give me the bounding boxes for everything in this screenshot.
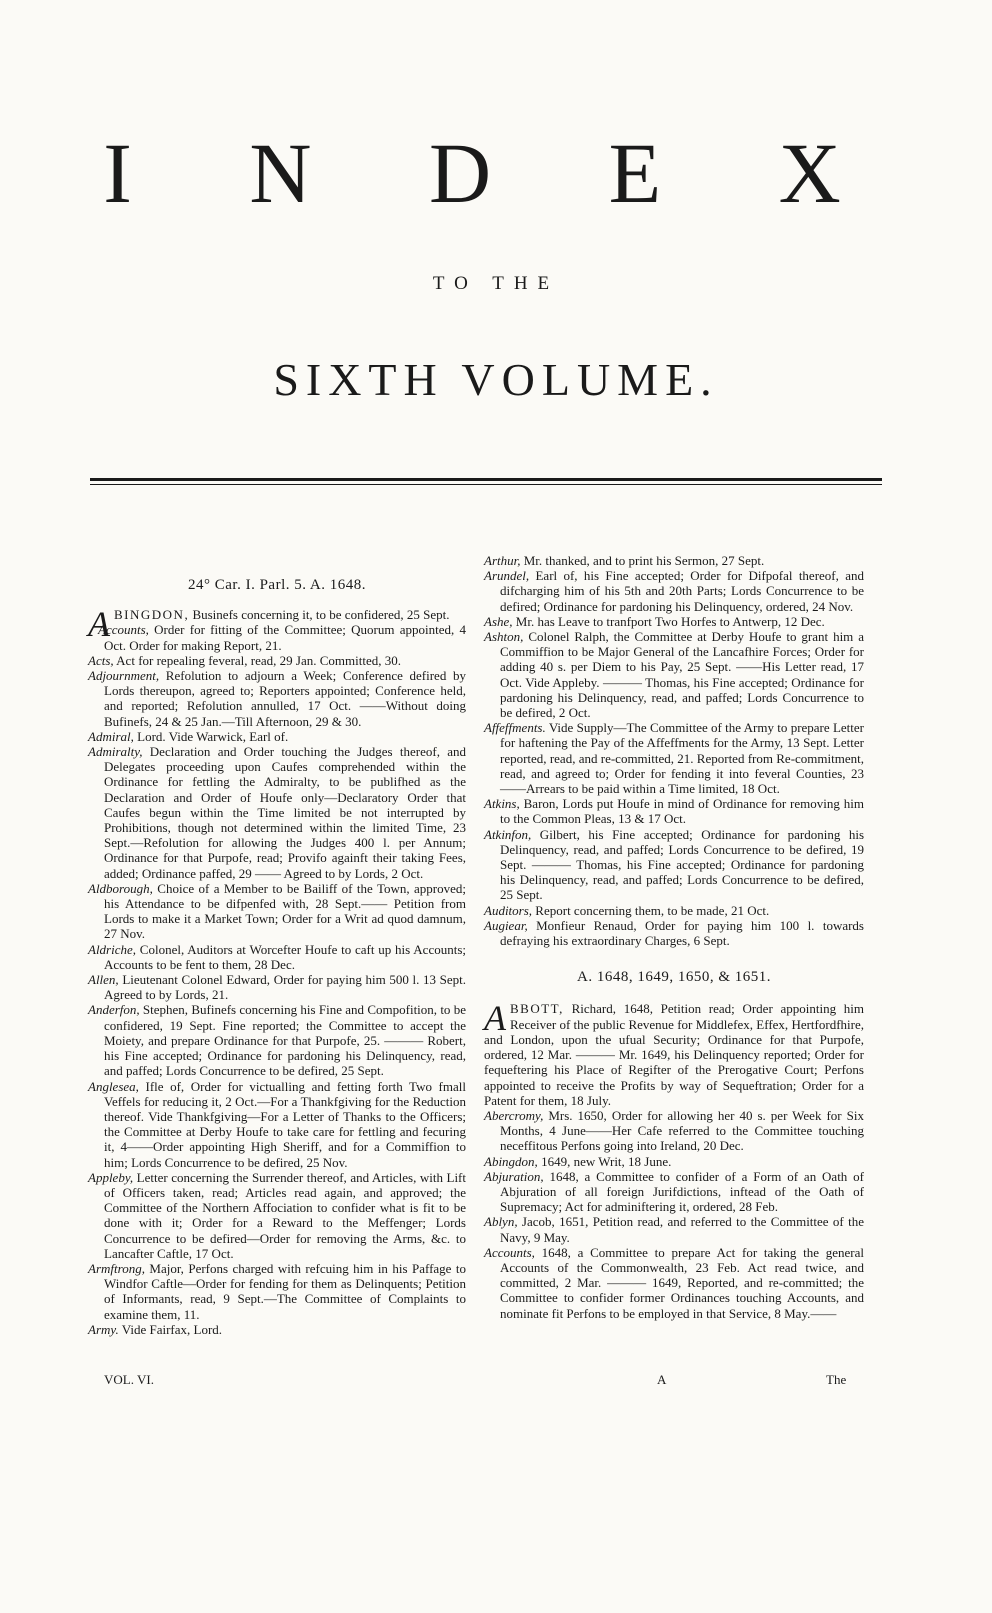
index-entry bbox=[484, 553, 864, 568]
index-entry bbox=[484, 720, 864, 796]
entry-head: Allen, bbox=[88, 972, 119, 988]
entry-text: Richard, 1648, Petition read; Order appointing him Receiver of the public Revenue for Middlefex, Effex, Hertfordfhire, and London, upon the ufual Security; Ordinance for that Purpofe, ordered, 12 Mar. ——— Mr. 1649, his Delinquency reported; Order for fequeftering his Place of Regifter of the Prerogative Court; Perfons appointed to receive the Profits by way of Sequeftration; Order for a Patent for them, 18 July. bbox=[484, 1001, 864, 1108]
entry-head: Anderfon, bbox=[88, 1002, 140, 1018]
entry-text: Colonel, Auditors at Worcefter Houfe to caft up his Accounts; Accounts to be fent to them, 28 Dec. bbox=[104, 941, 466, 972]
index-entry bbox=[88, 1002, 466, 1078]
index-entry bbox=[484, 1169, 864, 1215]
entry-head: Aldborough, bbox=[88, 880, 153, 896]
index-entry bbox=[88, 1079, 466, 1170]
index-subtitle: TO THE bbox=[432, 273, 560, 294]
index-entry bbox=[88, 668, 466, 729]
index-entry bbox=[88, 622, 466, 652]
entry-head: Admiral, bbox=[88, 728, 134, 744]
index-entry bbox=[88, 881, 466, 942]
index-entry bbox=[88, 972, 466, 1002]
right-column bbox=[484, 553, 864, 1321]
volume-label: VOL. VI. bbox=[104, 1372, 154, 1387]
entry-head: Atkins, bbox=[484, 796, 520, 812]
left-column bbox=[88, 578, 466, 1337]
entry-head: Abjuration, bbox=[484, 1168, 544, 1184]
right-entry-list-2 bbox=[484, 1108, 864, 1321]
index-entry bbox=[88, 744, 466, 881]
entry-head: BINGDON, bbox=[114, 607, 190, 623]
index-entry bbox=[88, 729, 466, 744]
entry-text: Major, Perfons charged with refcuing him in his Paffage to Windfor Caftle—Order for fending for them as Delinquents; Petition of Informants, read, 9 Sept.—The Committee of Complaints to examine them, 11. bbox=[104, 1260, 466, 1322]
title-rule-thin bbox=[90, 484, 882, 485]
entry-head: Ashton, bbox=[484, 629, 524, 645]
entry-head: Augiear, bbox=[484, 917, 528, 933]
section-heading-1648: 24° Car. I. Parl. 5. A. 1648. bbox=[188, 577, 366, 593]
index-entry bbox=[88, 1170, 466, 1261]
index-entry bbox=[484, 614, 864, 629]
index-entry bbox=[88, 942, 466, 972]
entry-head: Acts, bbox=[88, 652, 114, 668]
entry-text: Report concerning them, to be made, 21 Oct. bbox=[532, 902, 770, 918]
section-heading-1648-1651: A. 1648, 1649, 1650, & 1651. bbox=[577, 969, 771, 986]
entry-head: Aldriche, bbox=[88, 941, 137, 957]
entry-head: Affeffments. bbox=[484, 720, 546, 736]
dropcap: A bbox=[88, 604, 110, 645]
index-entry bbox=[484, 568, 864, 614]
entry-text: Refolution to adjourn a Week; Conference defired by Lords thereupon, agreed to; Reporters appointed; Conference held, and reported; Refolution annulled, 17 Oct. ——Without doing Bufinefs, 24 & 25 Jan.—Till Afternoon, 29 & 30. bbox=[104, 668, 466, 729]
index-entry bbox=[88, 1322, 466, 1337]
index-entry bbox=[484, 1108, 864, 1154]
right-entry-list bbox=[484, 553, 864, 948]
index-entry bbox=[484, 903, 864, 918]
entry-head: Auditors, bbox=[484, 902, 533, 918]
entry-text: Businefs concerning it, to be confidered, 25 Sept. bbox=[189, 607, 450, 623]
title-rule-thick bbox=[90, 478, 882, 481]
entry-head: Armftrong, bbox=[88, 1260, 145, 1276]
volume-title: SIXTH VOLUME. bbox=[273, 354, 719, 405]
catchword: The bbox=[826, 1372, 847, 1387]
entry-text: Baron, Lords put Houfe in mind of Ordinance for removing him to the Common Pleas, 13 & 17 Oct. bbox=[500, 796, 864, 827]
index-entry bbox=[484, 1245, 864, 1321]
index-entry bbox=[484, 629, 864, 720]
entry-text: Mrs. 1650, Order for allowing her 40 s. per Week for Six Months, 4 June——Her Cafe referred to the Committee touching neceffitous Perfons going into Ireland, 20 Dec. bbox=[500, 1107, 864, 1154]
entry-text: Gilbert, his Fine accepted; Ordinance for pardoning his Delinquency, read, and paffed; Lords Concurrence to be defired, 19 Sept. ——— Thomas, his Fine accepted; Ordinance for pardoning his Delinquency, read, and paffed; Lords Concurrence to be defired, 25 Sept. bbox=[500, 826, 864, 903]
index-entry-first-abbott bbox=[484, 998, 864, 1108]
entry-text: Mr. has Leave to tranfport Two Horfes to Antwerp, 12 Dec. bbox=[512, 613, 825, 629]
left-entry-list bbox=[88, 622, 466, 1337]
index-entry bbox=[484, 1214, 864, 1244]
entry-head: Anglesea, bbox=[88, 1078, 139, 1094]
index-entry bbox=[88, 1261, 466, 1322]
entry-text: Order for fitting of the Committee; Quorum appointed, 4 Oct. Order for making Report, 21. bbox=[104, 622, 466, 653]
entry-text: Declaration and Order touching the Judges thereof, and Delegates proceeding upon Caufes comprehended within the Ordinance for fettling the Admiralty, to be publifhed as the Declaration and Order of Houfe only—Declaratory Order that Caufes begun within the Time limited be not interrupted by Prohibitions, though not determined within the limited Time, 23 Sept.—Refolution for allowing the Judges 400 l. per Annum; Ordinance for that Purpofe, read; Provifo againft their taking Fees, added; Ordinance paffed, 29 —— Agreed to by Lords, 2 Oct. bbox=[104, 744, 466, 881]
entry-text: Vide Supply—The Committee of the Army to prepare Letter for haftening the Pay of the Affeffments for the Army, 13 Sept. Letter reported, read, and re-committed, 21. Reported from Re-commitment, read, and agreed to; Order for fending it into feveral Counties, 23——Arrears to be paid within a Time limited, 18 Oct. bbox=[500, 720, 864, 797]
entry-text: Choice of a Member to be Bailiff of the Town, approved; his Attendance to be difpenfed with, 28 Sept.—— Petition from Lords to make it a Market Town; Order for a Writ ad quod damnum, 27 Nov. bbox=[104, 880, 466, 942]
entry-head: Appleby, bbox=[88, 1169, 134, 1185]
entry-text: Act for repealing feveral, read, 29 Jan. Committed, 30. bbox=[113, 652, 401, 668]
entry-head: Ablyn, bbox=[484, 1214, 518, 1230]
entry-text: 1648, a Committee to prepare Act for taking the general Accounts of the Commonwealth, 23 Feb. Act read twice, and committed, 2 Mar. ——— 1649, Reported, and re-committed; the Committee to confider former Ordinances touching Accounts, and nominate fit Perfons to be employed in that Service, 8 May.—— bbox=[500, 1244, 864, 1321]
entry-text: Stephen, Bufinefs concerning his Fine and Compofition, to be confidered, 19 Sept. Fine reported; the Committee to accept the Moiety, and prepare Ordinance for that Purpofe, 25. ——— Robert, his Fine accepted; Ordinance for pardoning his Delinquency, read, and paffed; Lords Concurrence to be defired, 25 Sept. bbox=[104, 1002, 466, 1079]
index-title: I N D E X bbox=[103, 125, 889, 221]
index-entry bbox=[484, 918, 864, 948]
dropcap: A bbox=[484, 998, 506, 1039]
entry-head: Atkinfon, bbox=[484, 826, 532, 842]
entry-head: Ashe, bbox=[484, 613, 513, 629]
entry-text: Vide Fairfax, Lord. bbox=[118, 1321, 223, 1337]
entry-text: Letter concerning the Surrender thereof, and Articles, with Lift of Officers taken, read; Articles read again, and approved; the Committee of the Northern Affociation to confider what is fit to be done with it; Order for a Reward to the Meffenger; Lords Concurrence to be defired—Order for removing the Arms, &c. to Lancafter Caftle, 17 Oct. bbox=[104, 1169, 466, 1261]
entry-text: Jacob, 1651, Petition read, and referred to the Committee of the Navy, 9 May. bbox=[500, 1214, 864, 1245]
entry-head: Accounts, bbox=[98, 622, 149, 638]
entry-text: Earl of, his Fine accepted; Order for Difpofal thereof, and difcharging him of his 5th and 20th Parts; Lords Concurrence to be defired; Ordinance for pardoning his Delinquency, ordered, 24 Nov. bbox=[500, 568, 864, 614]
entry-head: Abingdon, bbox=[484, 1153, 538, 1169]
entry-text: 1649, new Writ, 18 June. bbox=[537, 1153, 672, 1169]
entry-text: Colonel Ralph, the Committee at Derby Houfe to grant him a Commiffion to be Major General of the Lancafhire Forces; Order for adding 40 s. per Diem to his Pay, 25 Sept. ——His Letter read, 17 Oct. Vide Appleby. ——— Thomas, his Fine accepted; Ordinance for pardoning his Delinquency, read, and paffed; Lords Concurrence to be defired, 2 Oct. bbox=[500, 629, 864, 721]
index-entry bbox=[484, 1154, 864, 1169]
entry-head: Arundel, bbox=[484, 568, 530, 584]
entry-text: Ifle of, Order for victualling and fetting forth Two fmall Veffels for reducing it, 2 Oct.—For a Thankfgiving for the Reduction thereof. Vide Thankfgiving—For a Letter of Thanks to the Officers; the Committee at Derby Houfe to take care for fettling and fecuring it, 4——Order appointing High Sheriff, and for a Commiffion to him; Lords Concurrence to be defired, 25 Nov. bbox=[104, 1078, 466, 1170]
entry-text: Lord. Vide Warwick, Earl of. bbox=[133, 728, 289, 744]
entry-head: Abercromy, bbox=[484, 1107, 544, 1123]
entry-head: Arthur, bbox=[484, 553, 521, 568]
entry-text: Monfieur Renaud, Order for paying him 100 l. towards defraying his extraordinary Charges, 6 Sept. bbox=[500, 917, 864, 949]
index-entry bbox=[484, 796, 864, 826]
entry-head: Army. bbox=[88, 1321, 119, 1337]
entry-head: Admiralty, bbox=[88, 744, 143, 760]
entry-head: BBOTT, bbox=[510, 1001, 564, 1017]
entry-text: 1648, a Committee to confider of a Form of an Oath of Abjuration of all foreign Jurifdictions, inftead of the Oath of Supremacy; Act for adminiftering it, ordered, 28 Feb. bbox=[500, 1168, 864, 1215]
entry-head: Adjournment, bbox=[88, 668, 160, 684]
index-entry bbox=[88, 653, 466, 668]
index-entry bbox=[484, 827, 864, 903]
entry-text: Mr. thanked, and to print his Sermon, 27 Sept. bbox=[520, 553, 765, 568]
entry-head: Accounts, bbox=[484, 1244, 535, 1260]
entry-text: Lieutenant Colonel Edward, Order for paying him 500 l. 13 Sept. Agreed to by Lords, 21. bbox=[104, 972, 466, 1003]
signature-mark: A bbox=[657, 1372, 667, 1387]
